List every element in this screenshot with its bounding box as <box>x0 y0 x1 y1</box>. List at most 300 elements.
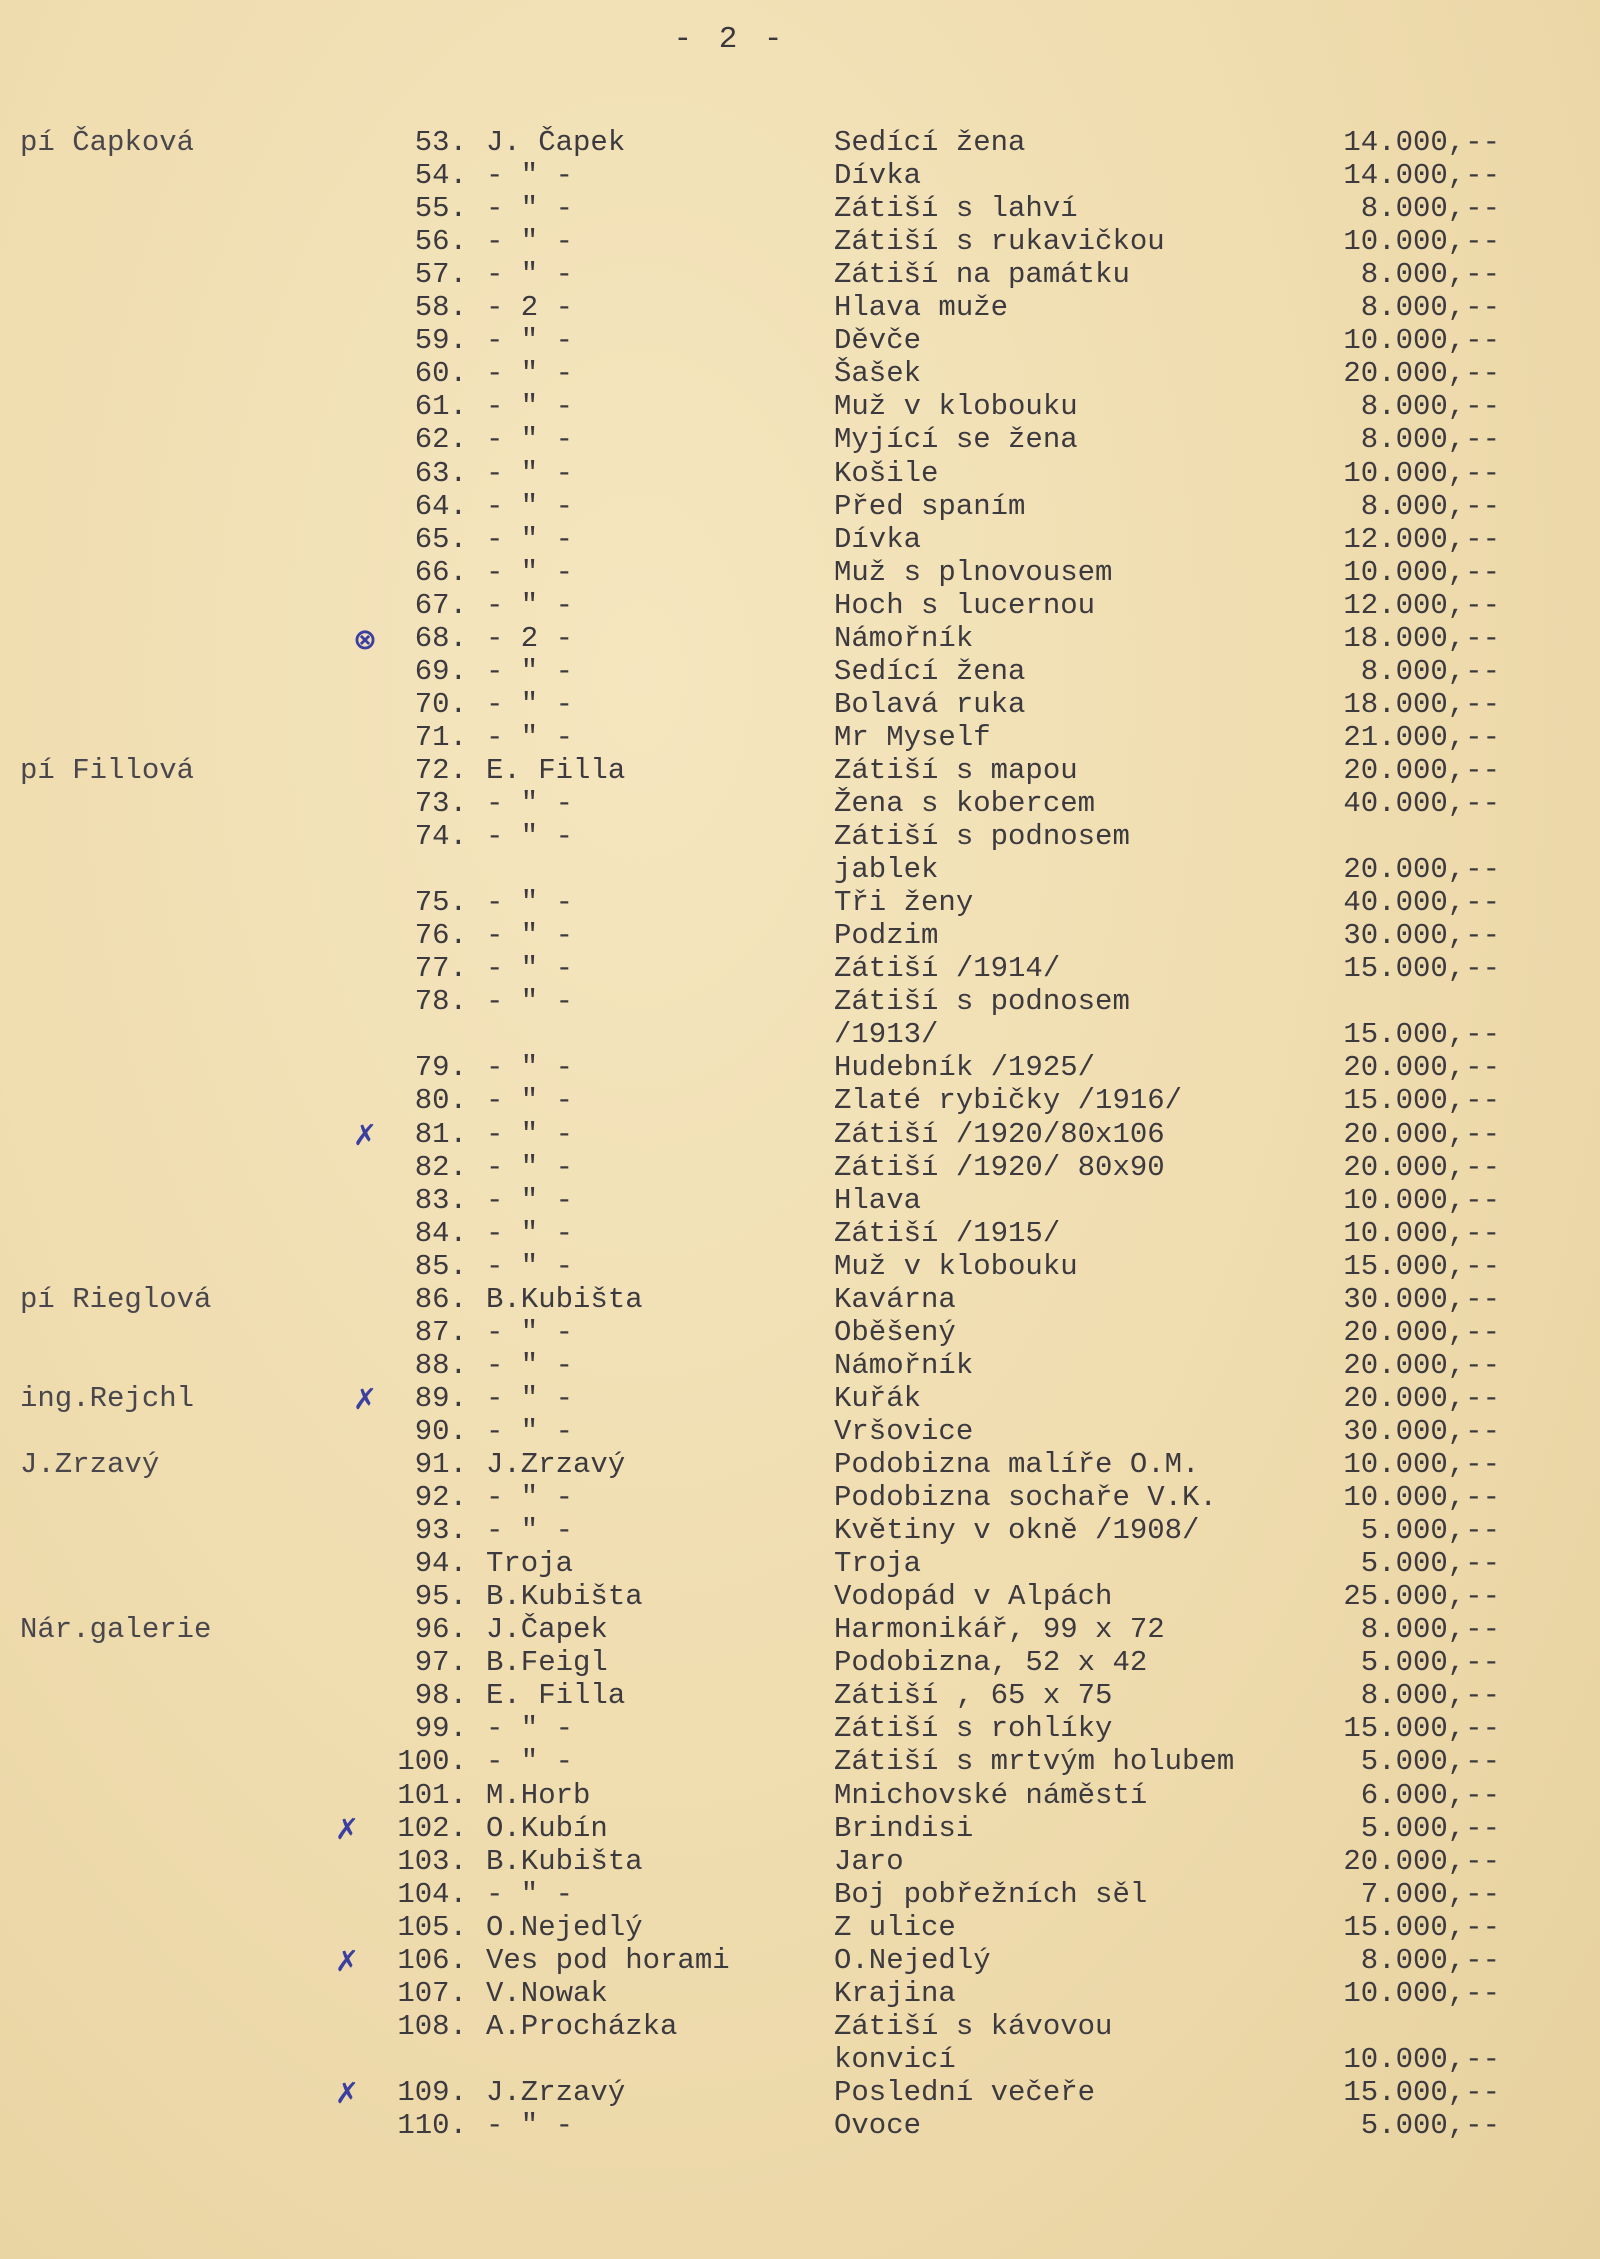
item-number: 58. <box>414 291 467 325</box>
artist-name: - " - <box>486 1183 574 1217</box>
artist-name: O.Kubín <box>486 1811 608 1845</box>
list-row <box>0 2076 1600 2110</box>
list-row <box>0 2043 1600 2077</box>
price-value: 20.000,-- <box>1343 1315 1500 1349</box>
price-value: 15.000,-- <box>1343 952 1500 986</box>
artist-name: - " - <box>486 159 574 193</box>
price-value: 8.000,-- <box>1360 654 1500 688</box>
item-number: 88. <box>414 1348 467 1382</box>
artist-name: - " - <box>486 1481 574 1515</box>
item-number: 68. <box>414 621 467 655</box>
list-row <box>0 2109 1600 2143</box>
list-row <box>0 1911 1600 1945</box>
item-number: 57. <box>414 258 467 292</box>
item-number: 110. <box>397 2109 467 2142</box>
list-row <box>0 1217 1600 1251</box>
artwork-title: Zátiší s rohlíky <box>834 1712 1113 1746</box>
artist-name: - " - <box>486 787 574 820</box>
list-row <box>0 357 1600 391</box>
artist-name: - " - <box>486 2109 574 2142</box>
item-number: 101. <box>397 1778 467 1812</box>
list-row <box>0 985 1600 1019</box>
list-row <box>0 1580 1600 1614</box>
price-value: 14.000,-- <box>1343 126 1500 159</box>
artist-name: E. Filla <box>486 1679 626 1713</box>
artist-name: - " - <box>486 456 574 490</box>
list-row <box>0 1415 1600 1449</box>
artwork-title: Muž s plnovousem <box>834 555 1113 589</box>
price-value: 20.000,-- <box>1343 357 1500 391</box>
item-number: 73. <box>414 787 467 820</box>
artist-name: B.Feigl <box>486 1646 608 1680</box>
artist-name: - 2 - <box>486 621 574 655</box>
item-number: 60. <box>414 357 467 391</box>
handwritten-mark: ✗ <box>352 1117 378 1152</box>
item-number: 65. <box>414 522 467 556</box>
artist-name: - " - <box>486 390 574 424</box>
list-row <box>0 423 1600 457</box>
artist-name: J.Zrzavý <box>486 1448 626 1481</box>
item-number: 91. <box>414 1448 467 1481</box>
list-row <box>0 1613 1600 1647</box>
item-number: 94. <box>414 1547 467 1581</box>
artwork-title: Brindisi <box>834 1811 974 1845</box>
item-number: 53. <box>414 126 467 159</box>
artwork-title: Podobizna sochaře V.K. <box>834 1481 1217 1515</box>
item-number: 62. <box>414 423 467 457</box>
artist-name: J. Čapek <box>486 126 626 159</box>
artwork-title: Dívka <box>834 522 922 556</box>
artwork-title: O.Nejedlý <box>834 1943 991 1977</box>
item-number: 86. <box>414 1282 467 1316</box>
item-number: 87. <box>414 1315 467 1349</box>
artist-name: - " - <box>486 1381 574 1415</box>
price-value: 20.000,-- <box>1343 1381 1500 1415</box>
price-value: 10.000,-- <box>1343 456 1500 490</box>
list-row <box>0 1646 1600 1680</box>
item-number: 79. <box>414 1051 467 1085</box>
price-value: 10.000,-- <box>1343 2042 1500 2076</box>
artwork-title: Myjící se žena <box>834 423 1078 457</box>
list-row <box>0 1184 1600 1218</box>
artist-name: Ves pod horami <box>486 1943 730 1977</box>
artwork-title: Dívka <box>834 159 922 193</box>
item-number: 75. <box>414 886 467 920</box>
item-number: 100. <box>397 1745 467 1779</box>
price-value: 12.000,-- <box>1343 588 1500 622</box>
item-number: 77. <box>414 952 467 986</box>
artist-name: - " - <box>486 1150 574 1184</box>
price-value: 20.000,-- <box>1343 1051 1500 1085</box>
artist-name: - " - <box>486 588 574 622</box>
item-number: 67. <box>414 588 467 622</box>
item-number: 104. <box>397 1877 467 1911</box>
list-row <box>0 1250 1600 1284</box>
item-number: 109. <box>397 2075 467 2109</box>
list-row <box>0 457 1600 491</box>
artist-name: V.Nowak <box>486 1976 608 2010</box>
price-value: 8.000,-- <box>1360 1943 1500 1977</box>
artist-name: - " - <box>486 1712 574 1746</box>
artist-name: J.Čapek <box>486 1613 608 1647</box>
price-value: 10.000,-- <box>1343 1448 1500 1481</box>
artwork-title: Zátiší s podnosem <box>834 985 1130 1019</box>
item-number: 64. <box>414 489 467 523</box>
list-row <box>0 853 1600 887</box>
list-row <box>0 1349 1600 1383</box>
list-row <box>0 1051 1600 1085</box>
price-value: 10.000,-- <box>1343 225 1500 259</box>
artwork-title: Košile <box>834 456 939 490</box>
owner-name: ing.Rejchl <box>20 1381 195 1415</box>
list-row <box>0 1547 1600 1581</box>
artist-name: - " - <box>486 1315 574 1349</box>
artwork-title: Zátiší s mrtvým holubem <box>834 1745 1235 1779</box>
artwork-title: Zlaté rybičky /1916/ <box>834 1084 1183 1118</box>
artist-name: E. Filla <box>486 753 626 787</box>
list-row <box>0 622 1600 656</box>
artist-name: - " - <box>486 357 574 391</box>
artist-name: B.Kubišta <box>486 1580 643 1614</box>
list-row <box>0 490 1600 524</box>
list-row <box>0 1481 1600 1515</box>
item-number: 90. <box>414 1414 467 1448</box>
price-value: 8.000,-- <box>1360 291 1500 325</box>
list-row <box>0 1712 1600 1746</box>
list-row <box>0 556 1600 590</box>
item-number: 80. <box>414 1084 467 1118</box>
price-value: 5.000,-- <box>1360 1811 1500 1845</box>
artwork-title: Zátiší s kávovou <box>834 2009 1113 2043</box>
owner-name: pí Fillová <box>20 753 195 787</box>
item-number: 89. <box>414 1381 467 1415</box>
artwork-title: Šašek <box>834 357 922 391</box>
artwork-title: Hoch s lucernou <box>834 588 1096 622</box>
item-number: 54. <box>414 159 467 193</box>
list-row <box>0 1316 1600 1350</box>
price-value: 10.000,-- <box>1343 324 1500 358</box>
list-row <box>0 1382 1600 1416</box>
artwork-title: Poslední večeře <box>834 2075 1096 2109</box>
artwork-title: /1913/ <box>834 1018 939 1052</box>
artist-name: A.Procházka <box>486 2009 678 2043</box>
price-value: 8.000,-- <box>1360 1613 1500 1647</box>
item-number: 92. <box>414 1481 467 1515</box>
list-row <box>0 1018 1600 1052</box>
artist-name: - " - <box>486 522 574 556</box>
list-row <box>0 192 1600 226</box>
price-value: 6.000,-- <box>1360 1778 1500 1812</box>
artwork-title: Bolavá ruka <box>834 687 1026 721</box>
price-value: 8.000,-- <box>1360 489 1500 523</box>
artwork-title: Před spaním <box>834 489 1026 523</box>
list-row <box>0 1118 1600 1152</box>
list-row <box>0 1745 1600 1779</box>
price-value: 21.000,-- <box>1343 720 1500 754</box>
price-value: 5.000,-- <box>1360 1514 1500 1548</box>
list-row <box>0 1878 1600 1912</box>
item-number: 96. <box>414 1613 467 1647</box>
price-value: 20.000,-- <box>1343 853 1500 887</box>
artist-name: - " - <box>486 1084 574 1118</box>
artist-name: - " - <box>486 1051 574 1085</box>
item-number: 81. <box>414 1117 467 1151</box>
list-row <box>0 688 1600 722</box>
list-row <box>0 126 1600 160</box>
artwork-title: Zátiší , 65 x 75 <box>834 1679 1113 1713</box>
list-row <box>0 589 1600 623</box>
list-row <box>0 1944 1600 1978</box>
item-number: 84. <box>414 1216 467 1250</box>
artwork-title: Vršovice <box>834 1414 974 1448</box>
owner-name: Nár.galerie <box>20 1613 212 1647</box>
price-value: 30.000,-- <box>1343 1414 1500 1448</box>
list-row <box>0 291 1600 325</box>
list-row <box>0 1283 1600 1317</box>
artwork-title: Sedící žena <box>834 126 1026 159</box>
artist-name: - " - <box>486 555 574 589</box>
artwork-title: Mnichovské náměstí <box>834 1778 1148 1812</box>
artist-name: - " - <box>486 919 574 953</box>
artist-name: J.Zrzavý <box>486 2075 626 2109</box>
item-number: 71. <box>414 720 467 754</box>
artwork-title: Děvče <box>834 324 922 358</box>
list-row <box>0 1679 1600 1713</box>
item-number: 82. <box>414 1150 467 1184</box>
price-value: 40.000,-- <box>1343 886 1500 920</box>
handwritten-mark: ✗ <box>334 1811 360 1846</box>
price-value: 15.000,-- <box>1343 1910 1500 1944</box>
item-number: 74. <box>414 820 467 854</box>
list-row <box>0 1779 1600 1813</box>
price-value: 10.000,-- <box>1343 555 1500 589</box>
handwritten-mark: ⊗ <box>352 621 378 656</box>
price-value: 10.000,-- <box>1343 1481 1500 1515</box>
artwork-title: Zátiší /1920/ 80x90 <box>834 1150 1165 1184</box>
price-value: 10.000,-- <box>1343 1183 1500 1217</box>
artist-name: B.Kubišta <box>486 1844 643 1878</box>
list-row <box>0 1448 1600 1482</box>
artist-name: - " - <box>486 192 574 226</box>
list-row <box>0 1084 1600 1118</box>
list-row <box>0 721 1600 755</box>
price-value: 10.000,-- <box>1343 1976 1500 2010</box>
artwork-title: Zátiší s lahví <box>834 192 1078 226</box>
artwork-title: Mr Myself <box>834 720 991 754</box>
artwork-title: Jaro <box>834 1844 904 1878</box>
artist-name: - 2 - <box>486 291 574 325</box>
artwork-title: Zátiší s mapou <box>834 753 1078 787</box>
price-value: 8.000,-- <box>1360 390 1500 424</box>
item-number: 61. <box>414 390 467 424</box>
artwork-title: Troja <box>834 1547 922 1581</box>
price-value: 5.000,-- <box>1360 1547 1500 1581</box>
item-number: 95. <box>414 1580 467 1614</box>
page-number: - 2 - <box>673 22 787 57</box>
item-number: 59. <box>414 324 467 358</box>
item-number: 70. <box>414 687 467 721</box>
item-number: 66. <box>414 555 467 589</box>
price-value: 15.000,-- <box>1343 2075 1500 2109</box>
price-value: 18.000,-- <box>1343 621 1500 655</box>
list-row <box>0 258 1600 292</box>
artwork-title: Hudebník /1925/ <box>834 1051 1096 1085</box>
price-value: 20.000,-- <box>1343 1117 1500 1151</box>
artwork-title: Kuřák <box>834 1381 922 1415</box>
price-value: 14.000,-- <box>1343 159 1500 193</box>
list-row <box>0 225 1600 259</box>
price-value: 20.000,-- <box>1343 1844 1500 1878</box>
price-value: 5.000,-- <box>1360 1745 1500 1779</box>
price-value: 25.000,-- <box>1343 1580 1500 1614</box>
price-value: 8.000,-- <box>1360 192 1500 226</box>
item-number: 108. <box>397 2009 467 2043</box>
item-number: 83. <box>414 1183 467 1217</box>
price-value: 5.000,-- <box>1360 2109 1500 2142</box>
price-value: 8.000,-- <box>1360 258 1500 292</box>
artist-name: - " - <box>486 1348 574 1382</box>
artwork-title: Podzim <box>834 919 939 953</box>
artist-name: - " - <box>486 1117 574 1151</box>
price-value: 15.000,-- <box>1343 1084 1500 1118</box>
artist-name: - " - <box>486 820 574 854</box>
artwork-title: Zátiší s podnosem <box>834 820 1130 854</box>
artwork-title: jablek <box>834 853 939 887</box>
artwork-title: Zátiší /1915/ <box>834 1216 1061 1250</box>
artwork-title: Harmonikář, 99 x 72 <box>834 1613 1165 1647</box>
artwork-title: Muž v klobouku <box>834 390 1078 424</box>
item-number: 99. <box>414 1712 467 1746</box>
price-value: 20.000,-- <box>1343 1150 1500 1184</box>
artwork-title: Zátiší /1920/80x106 <box>834 1117 1165 1151</box>
artist-name: - " - <box>486 324 574 358</box>
artist-name: - " - <box>486 258 574 292</box>
artwork-title: konvicí <box>834 2042 956 2076</box>
item-number: 78. <box>414 985 467 1019</box>
artist-name: - " - <box>486 489 574 523</box>
item-number: 98. <box>414 1679 467 1713</box>
artist-name: O.Nejedlý <box>486 1910 643 1944</box>
price-value: 10.000,-- <box>1343 1216 1500 1250</box>
owner-name: pí Rieglová <box>20 1282 212 1316</box>
artist-name: - " - <box>486 225 574 259</box>
price-value: 30.000,-- <box>1343 919 1500 953</box>
artist-name: - " - <box>486 1216 574 1250</box>
artist-name: - " - <box>486 423 574 457</box>
artist-name: - " - <box>486 1514 574 1548</box>
artwork-title: Hlava <box>834 1183 922 1217</box>
artist-name: - " - <box>486 952 574 986</box>
artist-name: M.Horb <box>486 1778 591 1812</box>
item-number: 106. <box>397 1943 467 1977</box>
item-number: 105. <box>397 1910 467 1944</box>
item-number: 72. <box>414 753 467 787</box>
price-value: 30.000,-- <box>1343 1282 1500 1316</box>
price-value: 20.000,-- <box>1343 1348 1500 1382</box>
list-row <box>0 655 1600 689</box>
artist-name: - " - <box>486 985 574 1019</box>
price-value: 8.000,-- <box>1360 423 1500 457</box>
item-number: 55. <box>414 192 467 226</box>
list-row <box>0 523 1600 557</box>
list-row <box>0 324 1600 358</box>
price-value: 7.000,-- <box>1360 1877 1500 1911</box>
item-number: 102. <box>397 1811 467 1845</box>
owner-name: J.Zrzavý <box>20 1448 160 1481</box>
artwork-title: Květiny v okně /1908/ <box>834 1514 1200 1548</box>
artist-name: - " - <box>486 720 574 754</box>
list-row <box>0 1514 1600 1548</box>
list-row <box>0 159 1600 193</box>
price-value: 5.000,-- <box>1360 1646 1500 1680</box>
artwork-title: Tři ženy <box>834 886 974 920</box>
price-value: 15.000,-- <box>1343 1018 1500 1052</box>
artwork-title: Námořník <box>834 1348 974 1382</box>
artwork-title: Námořník <box>834 621 974 655</box>
owner-name: pí Čapková <box>20 126 195 159</box>
artwork-title: Zátiší s rukavičkou <box>834 225 1165 259</box>
artwork-title: Krajina <box>834 1976 956 2010</box>
artwork-title: Boj pobřežních sěl <box>834 1877 1148 1911</box>
price-value: 8.000,-- <box>1360 1679 1500 1713</box>
artwork-title: Z ulice <box>834 1910 956 1944</box>
artwork-title: Muž v klobouku <box>834 1249 1078 1283</box>
item-number: 56. <box>414 225 467 259</box>
item-number: 63. <box>414 456 467 490</box>
handwritten-mark: ✗ <box>334 1943 360 1978</box>
artwork-title: Žena s kobercem <box>834 787 1096 820</box>
list-row <box>0 1812 1600 1846</box>
price-value: 12.000,-- <box>1343 522 1500 556</box>
list-row <box>0 754 1600 788</box>
item-number: 93. <box>414 1514 467 1548</box>
artwork-title: Hlava muže <box>834 291 1009 325</box>
artwork-title: Podobizna malíře O.M. <box>834 1448 1200 1481</box>
handwritten-mark: ✗ <box>352 1381 378 1416</box>
artist-name: - " - <box>486 1249 574 1283</box>
artist-name: - " - <box>486 654 574 688</box>
list-row <box>0 390 1600 424</box>
list-row <box>0 1977 1600 2011</box>
price-value: 18.000,-- <box>1343 687 1500 721</box>
artist-name: - " - <box>486 1877 574 1911</box>
artist-name: - " - <box>486 1414 574 1448</box>
artwork-title: Ovoce <box>834 2109 922 2142</box>
artwork-title: Kavárna <box>834 1282 956 1316</box>
item-number: 107. <box>397 1976 467 2010</box>
artist-name: Troja <box>486 1547 574 1581</box>
list-row <box>0 787 1600 821</box>
artist-name: - " - <box>486 687 574 721</box>
item-number: 69. <box>414 654 467 688</box>
list-row <box>0 952 1600 986</box>
item-number: 85. <box>414 1249 467 1283</box>
price-value: 15.000,-- <box>1343 1249 1500 1283</box>
artwork-title: Sedící žena <box>834 654 1026 688</box>
price-value: 20.000,-- <box>1343 753 1500 787</box>
item-number: 76. <box>414 919 467 953</box>
artwork-title: Zátiší /1914/ <box>834 952 1061 986</box>
artist-name: - " - <box>486 1745 574 1779</box>
list-row <box>0 919 1600 953</box>
list-row <box>0 886 1600 920</box>
artist-name: - " - <box>486 886 574 920</box>
item-number: 97. <box>414 1646 467 1680</box>
artwork-title: Zátiší na památku <box>834 258 1130 292</box>
list-row <box>0 820 1600 854</box>
handwritten-mark: ✗ <box>334 2075 360 2110</box>
list-row <box>0 1845 1600 1879</box>
